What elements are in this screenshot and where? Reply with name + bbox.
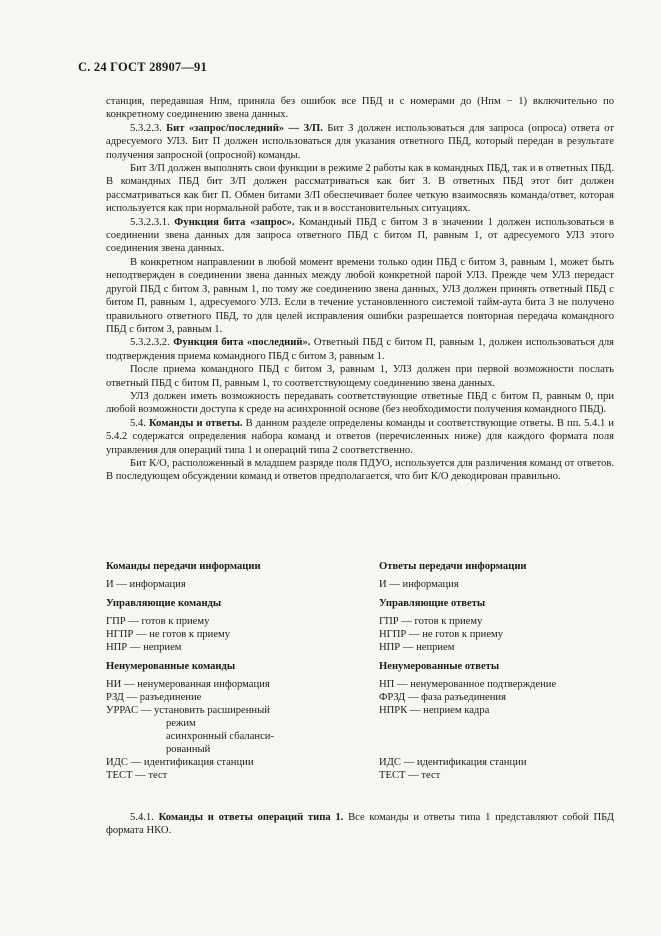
clause-heading: Команды и ответы. <box>148 417 243 429</box>
paragraph-5-3-2-3-2 <box>106 336 614 363</box>
body-text <box>106 95 614 484</box>
clause-text: Все команды и ответы типа 1 представляют собой ПБД формата НКО. <box>106 812 614 837</box>
responses-control-heading: Управляющие ответы <box>379 598 486 609</box>
command-entry: ТЕСТ — тест <box>106 770 168 781</box>
clause-heading: Команды и ответы операций типа 1. <box>158 812 344 823</box>
clause-text: В данном разделе определены команды и соответствующие ответы. В пп. 5.4.1 и 5.4.2 содержатся определения набора команд и ответов (перечисленных ниже) для каждого формата поля управления для операций типа 1 и операций типа 2 соответственно. <box>106 417 615 456</box>
response-entry: ГПР — готов к приему <box>379 616 483 627</box>
response-entry: И — информация <box>379 579 459 590</box>
commands-info-heading: Команды передачи информации <box>106 561 261 572</box>
page-header: С. 24 ГОСТ 28907—91 <box>78 60 207 74</box>
command-entry: НИ — ненумерованная информация <box>106 679 270 690</box>
paragraph-ko-bit: Бит К/О, расположенный в младшем разряде поля ПДУО, используется для различения команд от ответов. В последующем обсуждении команд и ответов предполагается, что бит К/О декодирован правильно. <box>106 457 614 483</box>
paragraph-5-3-2-3 <box>106 122 614 162</box>
paragraph-5-3-2-3-1 <box>106 216 614 256</box>
section-5-4-1 <box>106 811 614 838</box>
command-entry: НГПР — не готов к приему <box>106 629 231 640</box>
command-entry: НПР — неприем <box>106 642 182 653</box>
responses-column <box>379 560 629 782</box>
command-entry-continuation: асинхронный сбаланси- <box>166 731 274 742</box>
clause-number: 5.4.1. <box>130 812 154 823</box>
paragraph-continuation: станция, передавшая Нпм, приняла без ошибок все ПБД и с номерами до (Нпм − 1) включительно по конкретному соединению звена данных. <box>106 96 614 121</box>
commands-control-heading: Управляющие команды <box>106 598 222 609</box>
response-entry: ФРЗД — фаза разъединения <box>379 692 506 703</box>
command-entry-continuation: рованный <box>166 744 211 755</box>
command-entry: И — информация <box>106 579 186 590</box>
command-entry: ГПР — готов к приему <box>106 616 210 627</box>
clause-number: 5.3.2.3. <box>130 122 162 134</box>
commands-column <box>106 560 356 782</box>
clause-number: 5.4. <box>130 417 146 429</box>
paragraph-direction: В конкретном направлении в любой момент времени только один ПБД с битом З, равным 1, может быть неподтвержден в соединении звена данных между любой конкретной парой УЛЗ. Прежде чем УЛЗ передаст другой ПБД с битом З, равным 1, по тому же соединению звена данных, УЛЗ должен принять ответный ПБД с битом П, равным 1, адресуемого УЛЗ. Если в течение установленного системой тайм-аута бита З не получено правильного ответного ПБД, то для целей исправления ошибки разрешается повторная передача командного ПБД с битом З, равным 1. <box>106 256 614 335</box>
command-entry: УРРАС — установить расширенный <box>106 705 270 716</box>
response-entry: НГПР — не готов к приему <box>379 629 504 640</box>
response-entry: НПРК — неприем кадра <box>379 705 490 716</box>
command-entry: ИДС — идентификация станции <box>106 757 254 768</box>
clause-text: Бит З должен использоваться для запроса (опроса) ответа от адресуемого УЛЗ. Бит П должен использоваться для указания ответного ПБД, который передан в результате получения запросной (опросной) команды. <box>106 122 614 161</box>
paragraph-5-4 <box>106 417 614 457</box>
responses-info-heading: Ответы передачи информации <box>379 561 527 572</box>
paragraph-zp-bit: Бит З/П должен выполнять свои функции в режиме 2 работы как в командных ПБД, так и в ответных ПБД. В командных ПБД бит З/П должен рассматриваться как бит З. В ответных ПБД этот бит должен рассматриваться как бит П. Обмен битами З/П обеспечивает более четкую взаимосвязь команда/ответ, которая используется как при нормальной работе, так и в восстановительных ситуациях. <box>106 163 614 215</box>
clause-heading: Функция бита «запрос». <box>174 216 295 228</box>
clause-text: Ответный ПБД с битом П, равным 1, должен использоваться для подтверждения приема командного ПБД с битом З, равным 1. <box>106 337 614 362</box>
clause-text: Командный ПБД с битом З в значении 1 должен использоваться в соединении звена данных для запроса ответного ПБД с битом П, равным 1, от адресуемого УЛЗ этого соединения звена данных. <box>106 216 614 255</box>
command-entry-continuation: режим <box>166 718 196 729</box>
response-entry: ТЕСТ — тест <box>379 770 441 781</box>
response-entry: НП — ненумерованное подтверждение <box>379 679 557 690</box>
clause-heading: Функция бита «последний». <box>173 337 311 349</box>
command-entry: РЗД — разъединение <box>106 692 202 703</box>
clause-number: 5.3.2.3.1. <box>130 216 170 228</box>
responses-unnumbered-heading: Ненумерованные ответы <box>379 661 500 672</box>
commands-unnumbered-heading: Ненумерованные команды <box>106 661 236 672</box>
response-entry: НПР — неприем <box>379 642 455 653</box>
paragraph-ulz-ability: УЛЗ должен иметь возможность передавать соответствующие ответные ПБД с битом П, равным 0, при любой возможности доступа к среде на асинхронной основе (без необходимости получения командного ПБД). <box>106 390 614 416</box>
paragraph-5-4-1 <box>106 811 614 838</box>
clause-heading: Бит «запрос/последний» — З/П. <box>166 122 323 134</box>
paragraph-after-receipt: После приема командного ПБД с битом З, равным 1, УЛЗ должен при первой возможности послать ответный ПБД с битом П, равным 1, то соответствующему соединению звена данных. <box>106 364 614 389</box>
response-entry: ИДС — идентификация станции <box>379 757 527 768</box>
clause-number: 5.3.2.3.2. <box>130 337 170 349</box>
